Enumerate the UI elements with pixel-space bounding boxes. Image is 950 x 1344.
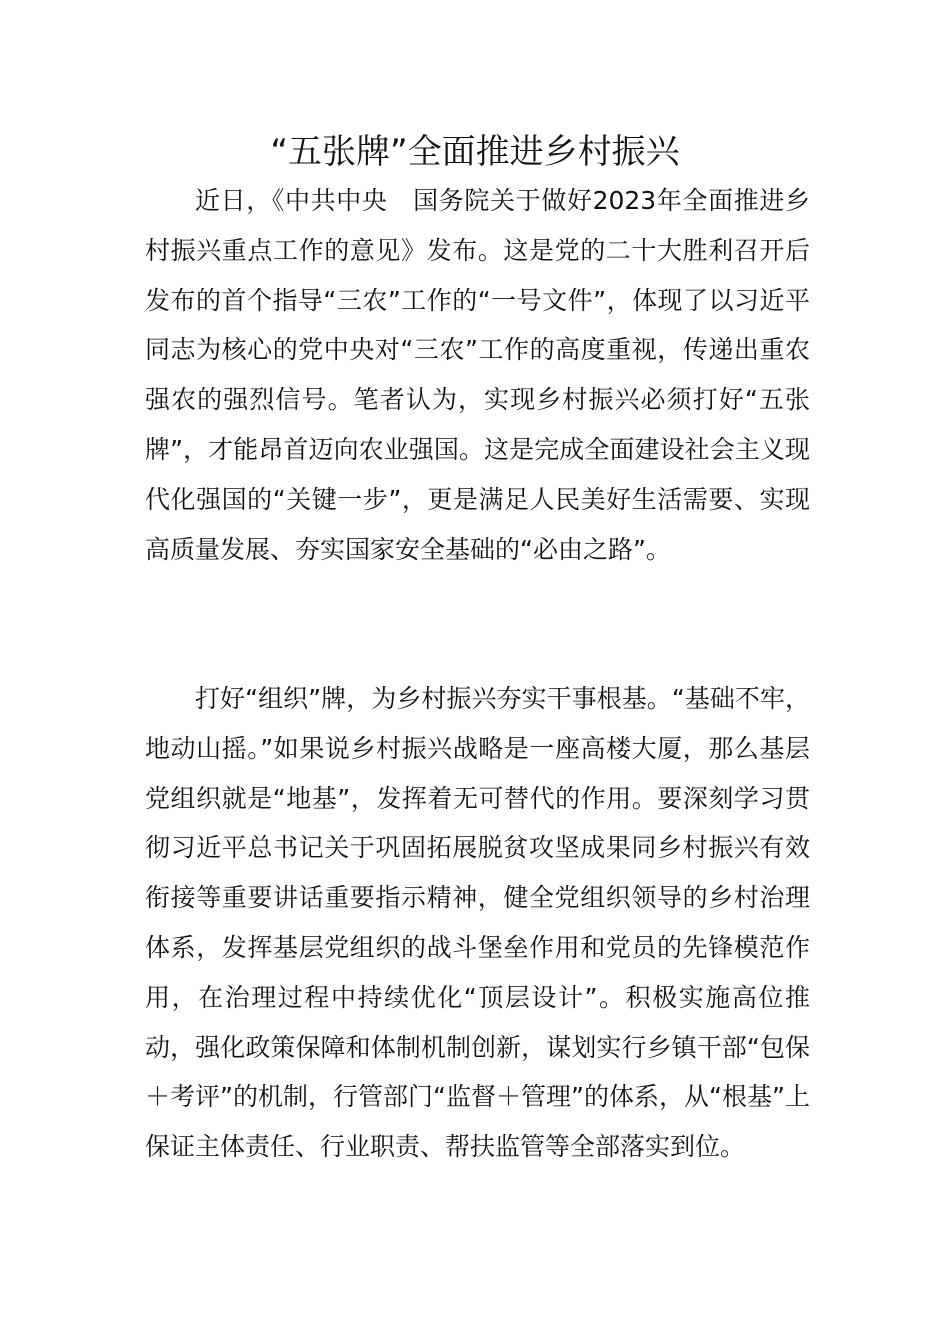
paragraph-organization: 打好“组织”牌，为乡村振兴夯实干事根基。“基础不牢，地动山摇。”如果说乡村振兴战略是一座高楼大厦，那么基层党组织就是“地基”，发挥着无可替代的作用。要深刻学习贯彻习近平总书记关于巩固拓展脱贫攻坚成果同乡村振兴有效衔接等重要讲话重要指示精神，健全党组织领导的乡村治理体系，发挥基层党组织的战斗堡垒作用和党员的先锋模范作用，在治理过程中持续优化“顶层设计”。积极实施高位推动，强化政策保障和体制机制创新，谋划实行乡镇干部“包保＋考评”的机制，行管部门“监督＋管理”的体系，从“根基”上保证主体责任、行业职责、帮扶监管等全部落实到位。: [145, 684, 810, 1162]
paragraph-intro: 近日，《中共中央 国务院关于做好2023年全面推进乡村振兴重点工作的意见》发布。这是党的二十大胜利召开后发布的首个指导“三农”工作的“一号文件”，体现了以习近平同志为核心的党中央对“三农”工作的高度重视，传递出重农强农的强烈信号。笔者认为，实现乡村振兴必须打好“五张牌”，才能昂首迈向农业强国。这是完成全面建设社会主义现代化强国的“关键一步”，更是满足人民美好生活需要、实现高质量发展、夯实国家安全基础的“必由之路”。: [145, 186, 810, 564]
document-title: “五张牌”全面推进乡村振兴: [270, 132, 680, 172]
